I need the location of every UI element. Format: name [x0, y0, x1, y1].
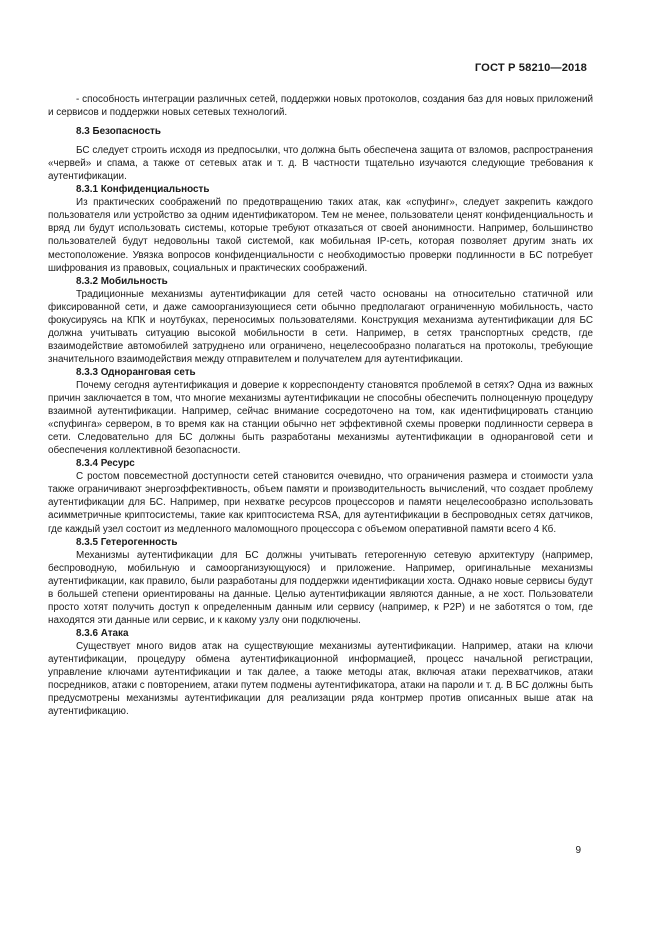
list-item-integration: - способность интеграции различных сетей, поддержки новых протоколов, создания баз для новых приложений и сервисов и поддержки новых сетевых технологий. — [48, 94, 593, 119]
subsection-heading-resource: 8.3.4 Ресурс — [76, 458, 135, 470]
page-number: 9 — [575, 845, 581, 856]
paragraph-security-intro: БС следует строить исходя из предпосылки, что должна быть обеспечена защита от взломов, распространения «червей» и спама, а также от сетевых атак и т. д. В частности тщательно изучаются следующие требования к аутентификации. — [48, 145, 593, 183]
document-standard-number: ГОСТ Р 58210—2018 — [474, 62, 587, 74]
paragraph-mobility: Традиционные механизмы аутентификации для сетей часто основаны на относительно статичной или фиксированной сети, и даже самоорганизующиеся сети обычно предполагают ограниченную мобильность, часто фокусируясь на КПК и ноутбуках, переносимых пользователями. Конструкция механизма аутентификации для БС должна учитывать ситуацию высокой мобильности в сети. Например, в сетях транспортных средств, где взаимодействие автомобилей затруднено или ограничено, нецелесообразно полагаться на протоколы, требующие значительного взаимодействия между отправителем и получателем для аутентификации. — [48, 288, 593, 365]
paragraph-resource: С ростом повсеместной доступности сетей становится очевидно, что ограничения размера и стоимости узла также ограничивают энергоэффективность, объем памяти и производительность вычислений, что создает проблему аутентификации для БС. Например, при нехватке ресурсов процессоров и памяти нецелесообразно использовать асимметричные криптосистемы, такие как криптосистема RSA, для аутентификации в беспроводных сетях датчиков, где каждый узел состоит из медленного маломощного процессора с объемом оперативной памяти всего 4 Кб. — [48, 471, 593, 535]
paragraph-peer-network: Почему сегодня аутентификация и доверие к корреспонденту становятся проблемой в сетях? Одна из важных причин заключается в том, что многие механизмы аутентификации не способны обеспечить полноценную процедуру взаимной аутентификации. Например, сейчас внимание сосредоточено на том, как идентифицировать станцию «спуфинга» сервером, в то время как на станции обычно нет эффективной схемы проверки подлинности сервера в сети. Следовательно для БС должны быть разработаны механизмы аутентификации в одноранговой сети и обеспечения коллективной безопасности. — [48, 379, 593, 457]
section-heading-security: 8.3 Безопасность — [76, 126, 161, 138]
paragraph-confidentiality: Из практических соображений по предотвращению таких атак, как «спуфинг», следует закрепить каждого пользователя или устройство за одним идентификатором. Тем не менее, пользователи ценят конфиденциальность и вряд ли будут использовать системы, которые требуют отказаться от своей анонимности. Например, большинство пользователей будут недовольны такой системой, как мобильная IP-сеть, которая позволяет другим знать их местоположение. Увязка вопросов конфиденциальности с необходимостью проверки подлинности в БС потребует шифрования из правовых, социальных и практических соображений. — [48, 197, 593, 274]
subsection-heading-mobility: 8.3.2 Мобильность — [76, 275, 168, 287]
subsection-heading-attack: 8.3.6 Атака — [76, 627, 129, 639]
paragraph-heterogeneity: Механизмы аутентификации для БС должны учитывать гетерогенную сетевую архитектуру (например, беспроводную, мобильную и самоорганизующуюся) и приложение. Например, оригинальные механизмы аутентификации, как правило, были разработаны для поддержки идентификации хоста. Однако новые сервисы будут в большей степени ориентированы на данные. Целью аутентификации являются данные, а не хост. Пользователи просто хотят получить доступ к определенным данным или сервису (например, к P2P) и не заботятся о том, где находятся эти данные или сервис, и к какому узлу они подключены. — [48, 549, 593, 626]
paragraph-attack: Существует много видов атак на существующие механизмы аутентификации. Например, атаки на ключи аутентификации, процедуру обмена аутентификационной информацией, процесс начальной регистрации, управление ключами аутентификации и так далее, а также методы атак, включая атаки перехватчиков, атаки посредников, атаки с повторением, атаки путем подмены аутентификатора, атаки на пароли и т. д. В БС должны быть предусмотрены механизмы аутентификации для реализации ряда контрмер против описанных выше атак на аутентификацию. — [48, 640, 593, 718]
document-body — [48, 93, 593, 718]
subsection-heading-peer-network: 8.3.3 Одноранговая сеть — [76, 366, 196, 378]
subsection-heading-heterogeneity: 8.3.5 Гетерогенность — [76, 536, 178, 548]
subsection-heading-confidentiality: 8.3.1 Конфиденциальность — [76, 184, 210, 196]
